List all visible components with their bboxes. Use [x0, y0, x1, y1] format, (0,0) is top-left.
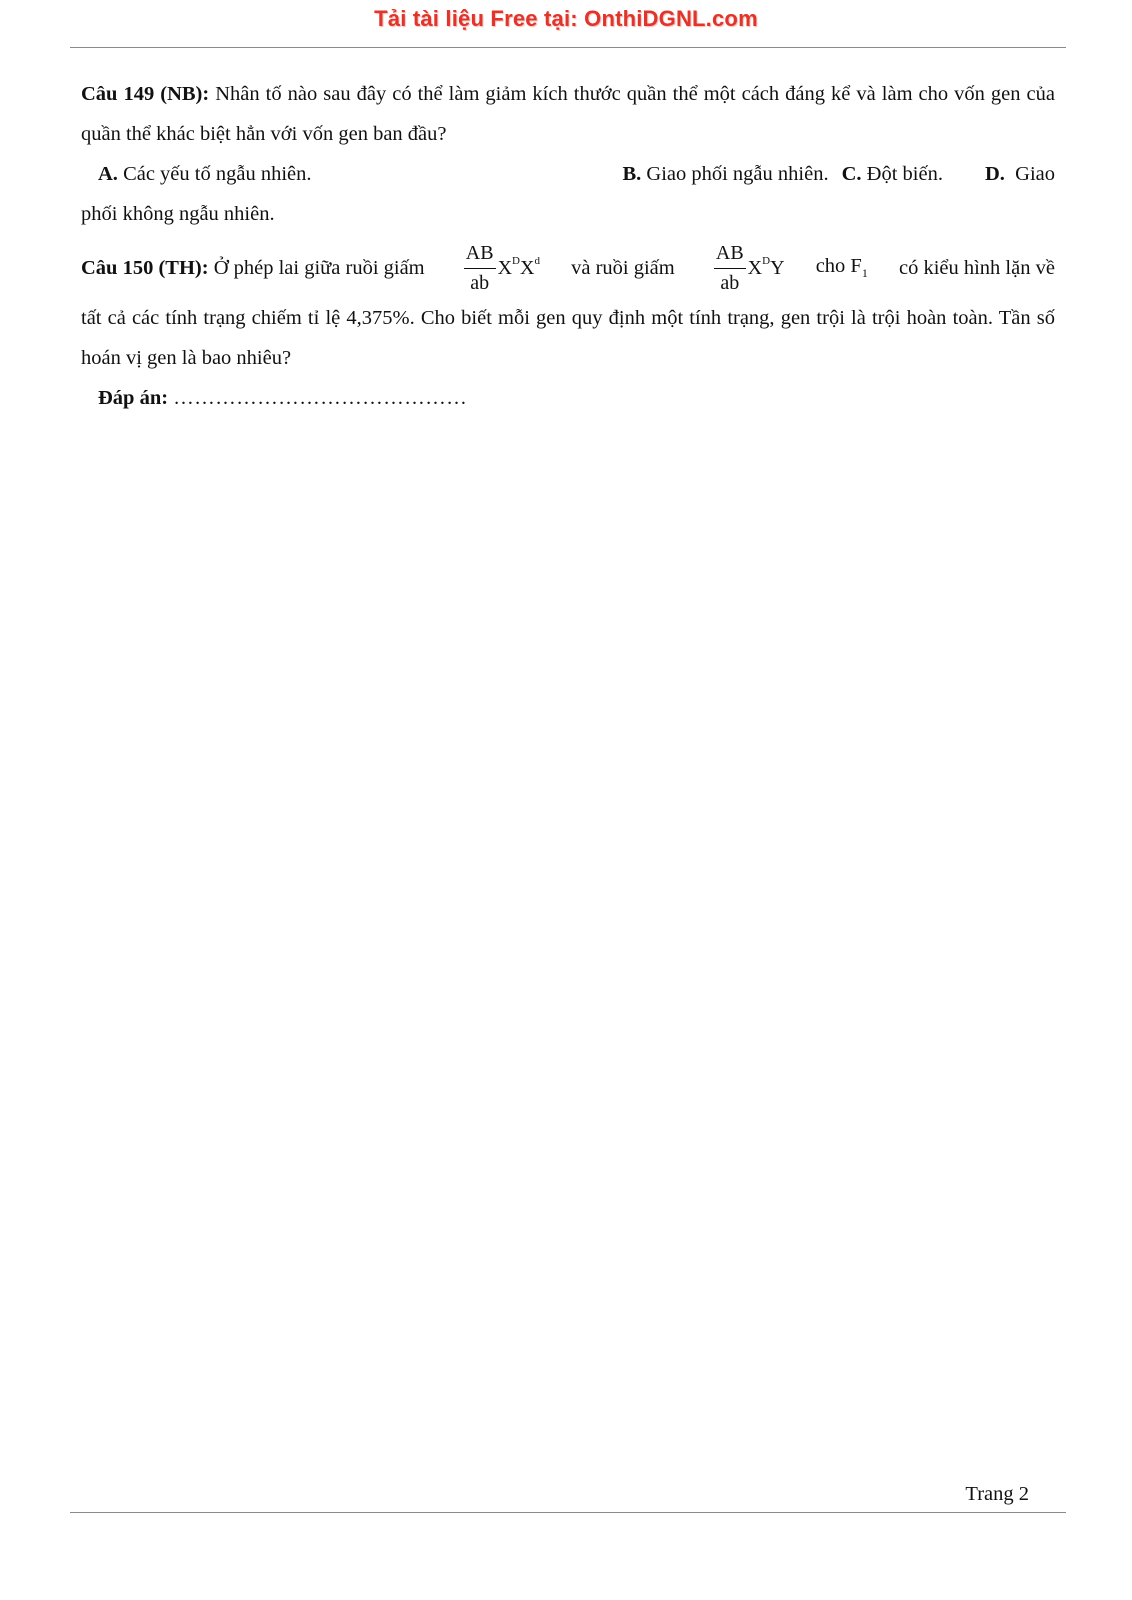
answer-blank[interactable]: …………………………………… — [173, 387, 468, 409]
page-number: Trang 2 — [965, 1483, 1029, 1505]
header-divider — [70, 47, 1066, 48]
option-d-continuation: phối không ngẫu nhiên. — [81, 203, 275, 225]
genotype-fraction: $\frac{AB}{ab}$ — [715, 242, 744, 294]
question-149-text: Nhân tố nào sau đây có thể làm giảm kích thước quần thể một cách đáng kể và làm cho vốn gen của quần thể khác biệt hẳn với vốn gen ban đầu? — [81, 83, 1056, 145]
option-c: C. Đột biến. — [841, 163, 943, 185]
question-149-label: Câu 149 (NB): — [81, 83, 210, 105]
option-a: A. Các yếu tố ngẫu nhiên. — [98, 163, 312, 185]
document-body — [81, 74, 1055, 418]
option-d: D. Giao — [984, 163, 1055, 185]
question-150-line-1: Câu 150 (TH): Ở phép lai giữa ruồi giấm $\frac{AB}{ab}$ $X^DX^d$ và ruồi giấm $\frac{AB}{ab}$ $X^DY$ cho $F_1$ có kiểu hình lặn về — [81, 242, 1055, 294]
question-149-options — [81, 154, 1055, 194]
answer-label: Đáp án: — [98, 387, 169, 409]
question-150-text: tất cả các tính trạng chiếm tỉ lệ 4,375%. Cho biết mỗi gen quy định một tính trạng, gen trội là trội hoàn toàn. Tần số hoán vị gen là bao nhiêu? — [81, 307, 1055, 369]
female-genotype: $\frac{AB}{ab}$ $X^DX^d$ — [465, 242, 540, 294]
header-download-link[interactable]: Tải tài liệu Free tại: OnthiDGNL.com — [374, 6, 758, 31]
male-genotype: $\frac{AB}{ab}$ $X^DY$ — [715, 242, 785, 294]
question-150 — [81, 238, 1055, 378]
question-149 — [81, 74, 1055, 154]
footer-divider — [70, 1512, 1066, 1513]
answer-line — [81, 378, 1055, 418]
genotype-fraction: $\frac{AB}{ab}$ — [465, 242, 494, 294]
question-150-label: Câu 150 (TH): — [81, 256, 209, 279]
option-b: B. Giao phối ngẫu nhiên. — [622, 163, 829, 185]
